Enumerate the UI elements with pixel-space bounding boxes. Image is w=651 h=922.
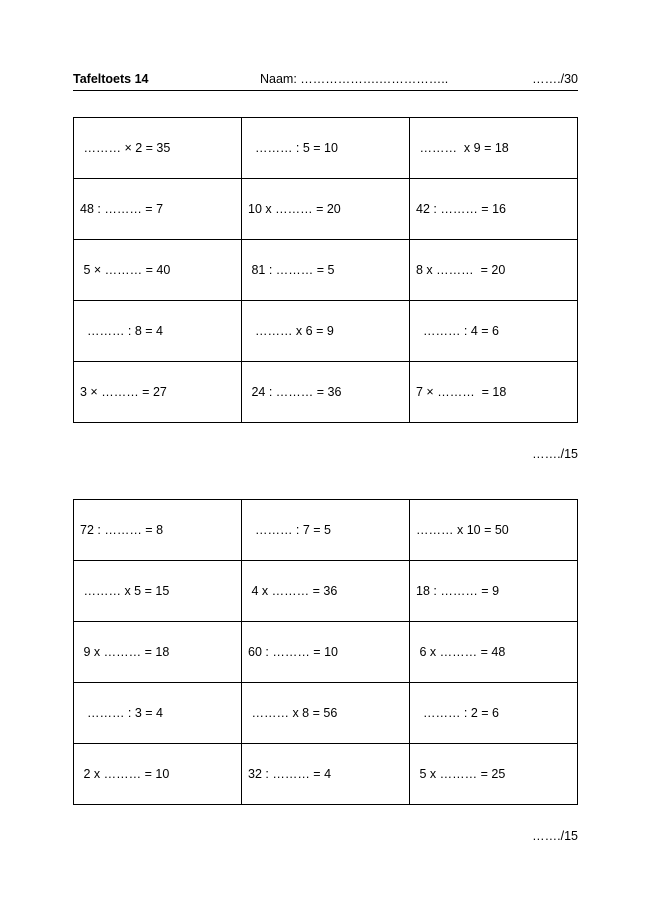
exercise-cell: ……… x 5 = 15 — [74, 561, 242, 622]
exercise-grid-2 — [73, 499, 578, 805]
section-2-score: ……./15 — [532, 829, 578, 843]
test-title: Tafeltoets 14 — [73, 72, 149, 86]
table-row — [74, 118, 578, 179]
table-row — [74, 240, 578, 301]
exercise-cell: ……… x 10 = 50 — [410, 500, 578, 561]
exercise-cell: 8 x ……… = 20 — [410, 240, 578, 301]
table-row — [74, 500, 578, 561]
exercise-cell: 48 : ……… = 7 — [74, 179, 242, 240]
exercise-cell: 60 : ……… = 10 — [242, 622, 410, 683]
exercise-cell: 81 : ……… = 5 — [242, 240, 410, 301]
exercise-cell: ……… : 7 = 5 — [242, 500, 410, 561]
name-field: Naam: ……………….…………….. — [260, 72, 449, 86]
exercise-cell: 7 × ……… = 18 — [410, 362, 578, 423]
exercise-cell: 18 : ……… = 9 — [410, 561, 578, 622]
table-row — [74, 362, 578, 423]
exercise-cell: ……… : 4 = 6 — [410, 301, 578, 362]
exercise-cell: 72 : ……… = 8 — [74, 500, 242, 561]
table-row — [74, 301, 578, 362]
exercise-cell: 10 x ……… = 20 — [242, 179, 410, 240]
table-row — [74, 683, 578, 744]
exercise-cell: 6 x ……… = 48 — [410, 622, 578, 683]
table-row — [74, 561, 578, 622]
exercise-cell: ……… x 6 = 9 — [242, 301, 410, 362]
exercise-cell: 2 x ……… = 10 — [74, 744, 242, 805]
exercise-cell: ……… : 2 = 6 — [410, 683, 578, 744]
exercise-cell: ……… : 3 = 4 — [74, 683, 242, 744]
exercise-cell: 5 × ……… = 40 — [74, 240, 242, 301]
exercise-grid-1 — [73, 117, 578, 423]
exercise-cell: 9 x ……… = 18 — [74, 622, 242, 683]
page-header — [73, 72, 578, 91]
section-1-score: ……./15 — [532, 447, 578, 461]
exercise-cell: ……… : 5 = 10 — [242, 118, 410, 179]
exercise-cell: 24 : ……… = 36 — [242, 362, 410, 423]
total-score: ……./30 — [532, 72, 578, 86]
table-row — [74, 744, 578, 805]
exercise-cell: 5 x ……… = 25 — [410, 744, 578, 805]
table-row — [74, 622, 578, 683]
exercise-cell: 3 × ……… = 27 — [74, 362, 242, 423]
table-row — [74, 179, 578, 240]
exercise-cell: 42 : ……… = 16 — [410, 179, 578, 240]
exercise-cell: 32 : ……… = 4 — [242, 744, 410, 805]
exercise-cell: ……… x 9 = 18 — [410, 118, 578, 179]
exercise-cell: ……… x 8 = 56 — [242, 683, 410, 744]
exercise-cell: 4 x ……… = 36 — [242, 561, 410, 622]
exercise-cell: ……… : 8 = 4 — [74, 301, 242, 362]
exercise-cell: ……… × 2 = 35 — [74, 118, 242, 179]
